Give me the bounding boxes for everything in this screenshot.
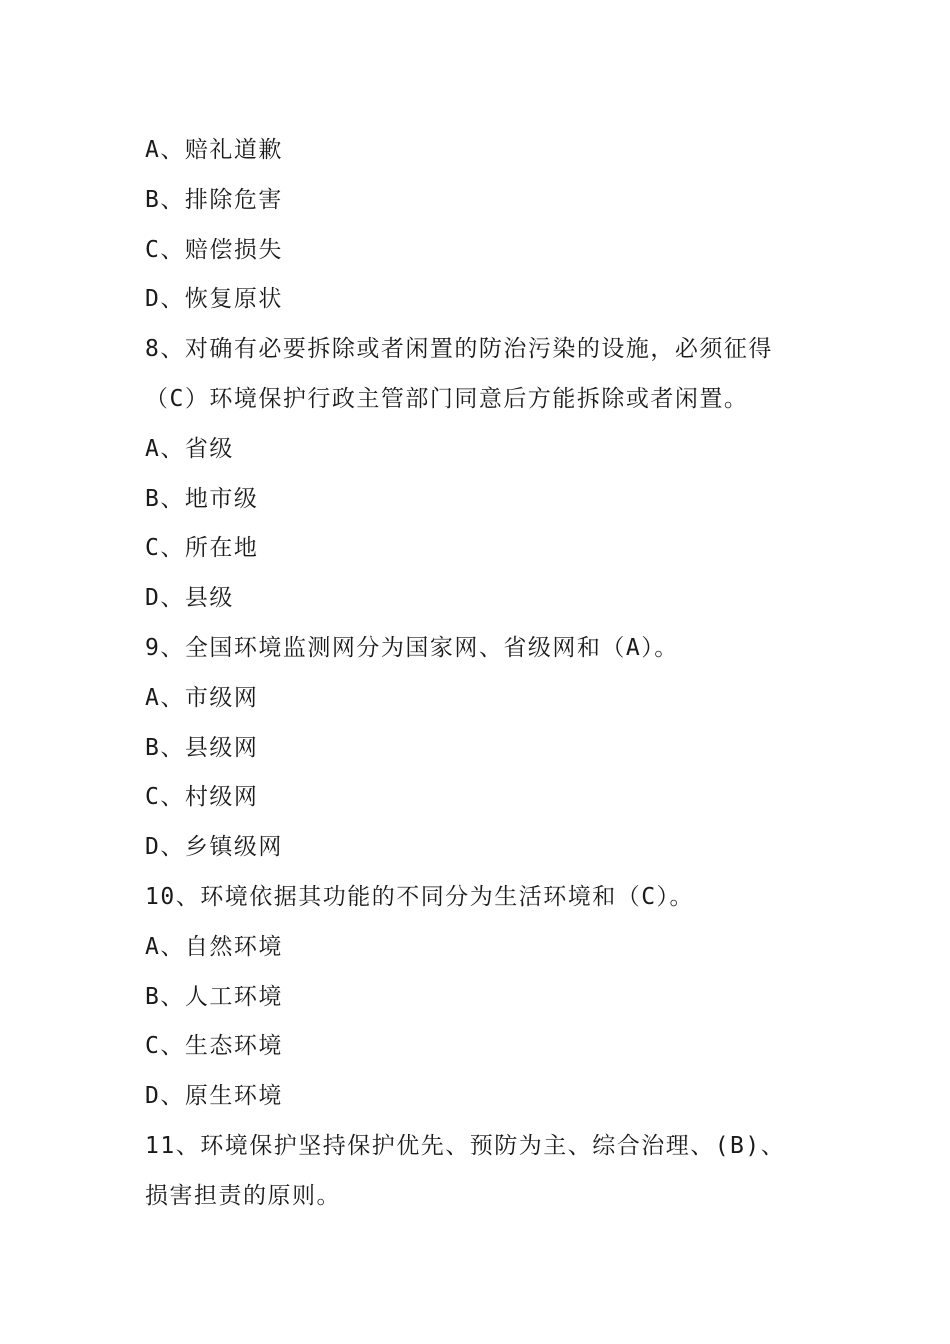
option-line: A、省级 [145, 435, 234, 462]
option-line: B、县级网 [145, 734, 259, 761]
question-line: 8、对确有必要拆除或者闲置的防治污染的设施，必须征得 [145, 336, 773, 363]
question-line: 11、环境保护坚持保护优先、预防为主、综合治理、(B)、 [145, 1132, 786, 1159]
question-line: 9、全国环境监测网分为国家网、省级网和（A）。 [145, 634, 679, 661]
option-line: D、县级 [145, 585, 234, 612]
option-line: D、恢复原状 [145, 286, 283, 313]
question-continuation-line: 损害担责的原则。 [145, 1182, 341, 1209]
option-line: D、乡镇级网 [145, 834, 283, 861]
option-line: C、所在地 [145, 535, 259, 562]
option-line: B、人工环境 [145, 983, 283, 1010]
option-line: D、原生环境 [145, 1083, 283, 1110]
option-line: C、赔偿损失 [145, 236, 283, 263]
option-line: B、地市级 [145, 485, 259, 512]
option-line: C、生态环境 [145, 1033, 283, 1060]
option-line: C、村级网 [145, 784, 259, 811]
option-line: B、排除危害 [145, 186, 283, 213]
option-line: A、自然环境 [145, 933, 283, 960]
question-continuation-line: （C）环境保护行政主管部门同意后方能拆除或者闲置。 [145, 385, 749, 412]
option-line: A、市级网 [145, 684, 259, 711]
question-list [145, 126, 815, 1222]
option-line: A、赔礼道歉 [145, 137, 283, 163]
question-line: 10、环境依据其功能的不同分为生活环境和（C）。 [145, 883, 695, 910]
